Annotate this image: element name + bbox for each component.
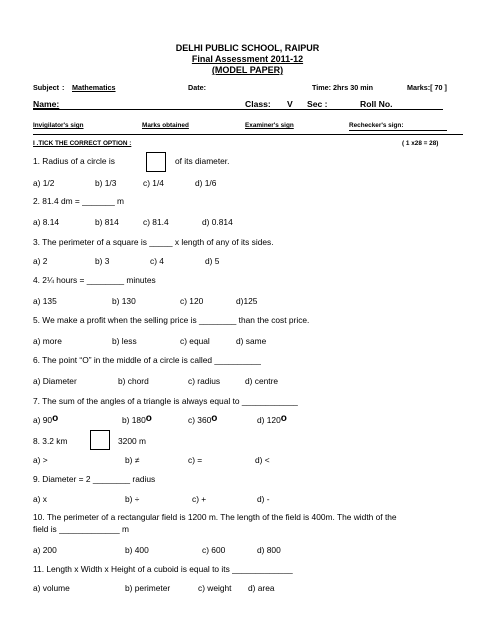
date-label: Date:: [188, 83, 206, 92]
class-label: Class:: [245, 99, 271, 109]
paper-type: (MODEL PAPER): [211, 65, 284, 75]
option: c) 1/4: [143, 178, 164, 188]
option: a) 8.14: [33, 217, 60, 227]
marks-obtained: Marks obtained: [142, 122, 189, 129]
question-9: 9. Diameter = 2 ________ radius: [33, 474, 156, 484]
question-4: 4. 2¼ hours = ________ minutes: [33, 275, 156, 285]
time-label: Time: 2hrs 30 min: [312, 83, 373, 92]
option: b) 180o: [122, 413, 152, 425]
option: a) 135: [33, 296, 57, 306]
question-paper-page: DELHI PUBLIC SCHOOL, RAIPUR Final Assessment 2011-12 (MODEL PAPER) Subject : Mathematics Date: Time: 2hrs 30 min Marks:[ 70 ] Name: Class: V Sec : Roll No. Invigilator's sign Marks obtained Examiner's sign Rechecker's sign: I .TICK THE CORRECT OPTION : ( 1 x28 = 28) 1. Radius of a circle is of its diameter. a) 1/2 b) 1/3 c) 1/4 d) 1/6 2. 81.4 dm = _______ m a) 8.14 b) 814 c) 81.4 d) 0.814 3. The perimeter of a square is _____ x length of any of its sides. a) 2 b) 3 c) 4 d) 5 4. 2¼ hours = ________ minutes a) 135 b) 130 c) 120 d)125 5. We make a profit when the selling price is ________ than the cost price. a) more b) less c) equal d) same 6. The point “O” in the middle of a circle is called __________ a) Diameter b) chord c) radius d) centre 7. The sum of the angles of a triangle is always equal to ____________ a) 90o b) 180o c) 360o d) 120o 8. 3.2 km 3200 m a) > b) ≠ c) = d) < 9. Diameter = 2 ________ radius a) x b) ÷ c) + d) - 10. The perimeter of a rectangular field is 1200 m. The length of the field is 400m. The width of the field is _____________ m a) 200 b) 400 c) 600 d) 800 11. Length x Width x Height of a cuboid is equal to its _____________ a) volume b) perimeter c) weight d) area: [0, 0, 495, 640]
question-11: 11. Length x Width x Height of a cuboid is equal to its _____________: [33, 564, 293, 574]
invigilator-sign: Invigilator's sign: [33, 122, 84, 129]
option: b) ÷: [125, 494, 140, 504]
examiner-sign: Examiner's sign: [245, 122, 294, 129]
question-8: 8. 3.2 km: [33, 436, 68, 446]
option: b) less: [112, 336, 137, 346]
answer-box[interactable]: [146, 152, 166, 172]
section-marks: ( 1 x28 = 28): [402, 140, 439, 147]
subject-sep: :: [62, 83, 65, 92]
option: d) 5: [205, 256, 220, 266]
question-7: 7. The sum of the angles of a triangle is always equal to ____________: [33, 396, 298, 406]
option: d) centre: [245, 376, 279, 386]
section-label: Sec :: [307, 99, 328, 109]
option: d) area: [248, 583, 275, 593]
option: a) volume: [33, 583, 70, 593]
option: b) ≠: [125, 455, 140, 465]
question-1: 1. Radius of a circle is: [33, 156, 115, 166]
option: b) 3: [95, 256, 110, 266]
option: d) 800: [257, 545, 281, 555]
option: c) 360o: [188, 413, 218, 425]
option: d) same: [236, 336, 267, 346]
option: d) -: [257, 494, 270, 504]
subject-label: Subject: [33, 83, 59, 92]
name-label: Name:: [33, 99, 60, 109]
subject-value: Mathematics: [72, 83, 116, 92]
class-value: V: [287, 99, 293, 109]
option: b) 400: [125, 545, 149, 555]
option: c) 120: [180, 296, 204, 306]
question-5: 5. We make a profit when the selling price is ________ than the cost price.: [33, 315, 310, 325]
option: c) 81.4: [143, 217, 169, 227]
option: c) 600: [202, 545, 226, 555]
section-title: I .TICK THE CORRECT OPTION :: [33, 140, 132, 147]
answer-box[interactable]: [90, 430, 110, 450]
option: a) 2: [33, 256, 48, 266]
school-name: DELHI PUBLIC SCHOOL, RAIPUR: [175, 43, 320, 53]
option: c) 4: [150, 256, 164, 266]
option: c) radius: [188, 376, 221, 386]
option: a) 90o: [33, 413, 59, 425]
option: a) 200: [33, 545, 57, 555]
marks-label: Marks:[ 70 ]: [407, 83, 447, 92]
rechecker-underline: [349, 130, 447, 131]
question-6: 6. The point “O” in the middle of a circle is called __________: [33, 355, 261, 365]
name-underline: [33, 109, 443, 110]
option: c) equal: [180, 336, 210, 346]
option: a) more: [33, 336, 62, 346]
option: b) 814: [95, 217, 119, 227]
option: c) +: [192, 494, 207, 504]
option: a) Diameter: [33, 376, 77, 386]
separator-line: [33, 134, 463, 135]
option: d) 0.814: [202, 217, 233, 227]
question-3: 3. The perimeter of a square is _____ x length of any of its sides.: [33, 237, 274, 247]
option: d) <: [255, 455, 270, 465]
rechecker-sign: Rechecker's sign:: [349, 122, 404, 129]
option: c) weight: [198, 583, 232, 593]
question-10: 10. The perimeter of a rectangular field is 1200 m. The length of the field is 400m. The width of the: [33, 512, 397, 522]
exam-title: Final Assessment 2011-12: [191, 54, 304, 64]
option: b) 1/3: [95, 178, 117, 188]
option: a) 1/2: [33, 178, 55, 188]
roll-label: Roll No.: [360, 99, 393, 109]
option: c) =: [188, 455, 203, 465]
option: a) x: [33, 494, 47, 504]
option: a) >: [33, 455, 48, 465]
option: d)125: [236, 296, 258, 306]
option: d) 1/6: [195, 178, 217, 188]
option: d) 120o: [257, 413, 287, 425]
question-2: 2. 81.4 dm = _______ m: [33, 196, 125, 206]
question-10-continued: field is _____________ m: [33, 524, 129, 534]
option: b) 130: [112, 296, 136, 306]
option: b) perimeter: [125, 583, 171, 593]
option: b) chord: [118, 376, 149, 386]
